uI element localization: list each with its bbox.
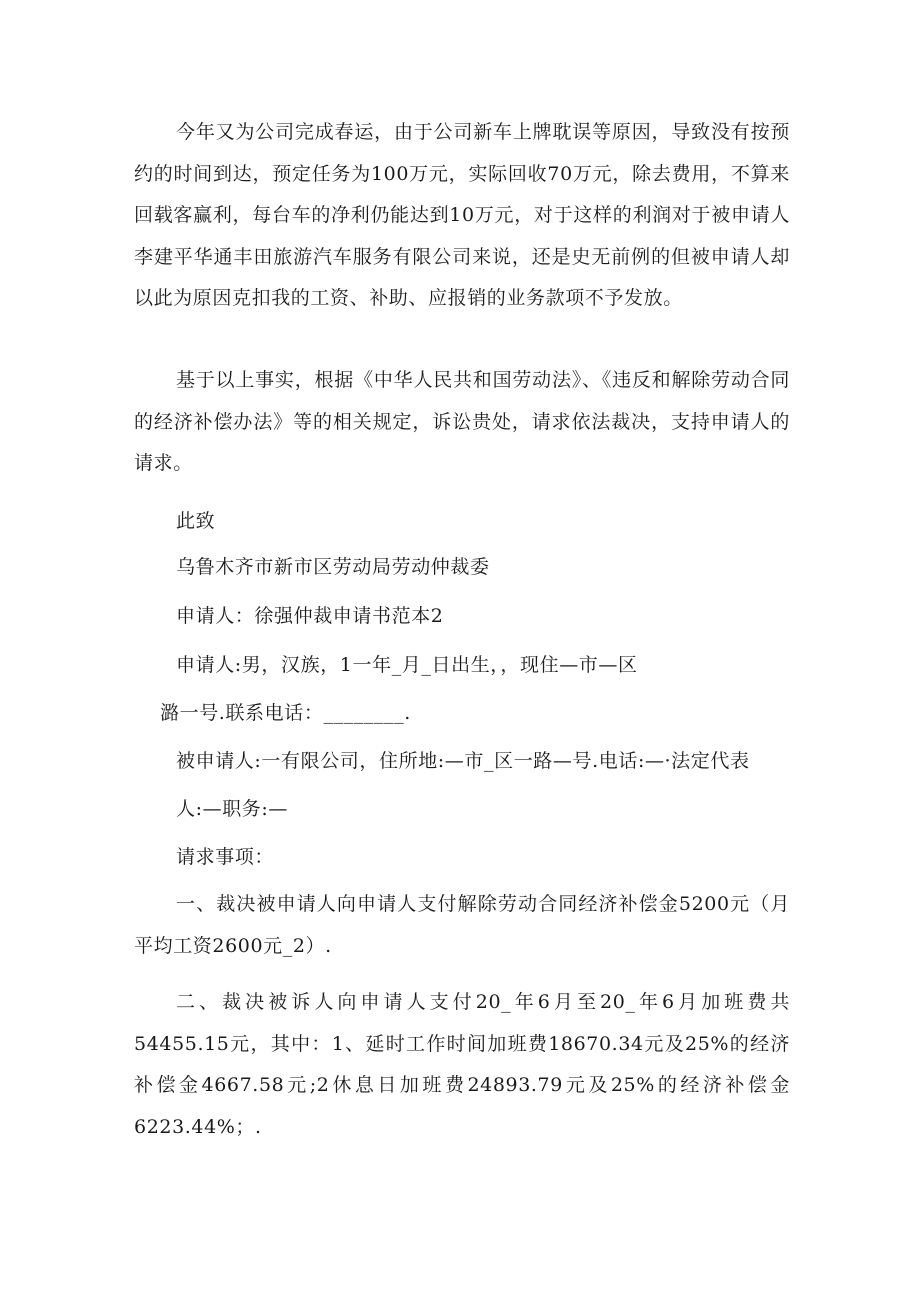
- respondent-line-1: 被申请人:一有限公司，住所地:—市_区一路—号.电话:—·法定代表: [176, 750, 750, 772]
- claim-1: 一、裁决被申请人向申请人支付解除劳动合同经济补偿金5200元（月平均工资2600元_2）.: [134, 893, 790, 957]
- applicant-contact: 潞一号.联系电话：________.: [160, 702, 411, 724]
- paragraph-spring-transport: 今年又为公司完成春运，由于公司新车上牌耽误等原因，导致没有按预约的时间到达，预定任务为100万元，实际回收70万元，除去费用，不算来回载客赢利，每台车的净利仍能达到10万元，对于这样的利润对于被申请人李建平华通丰田旅游汽车服务有限公司来说，还是史无前例的但被申请人却以此为原因克扣我的工资、补助、应报销的业务款项不予发放。: [134, 121, 790, 309]
- paragraph-legal-basis: 基于以上事实，根据《中华人民共和国劳动法》、《违反和解除劳动合同的经济补偿办法》等的相关规定，诉讼贵处，请求依法裁决，支持申请人的请求。: [134, 369, 790, 474]
- applicant-info: 申请人:男，汉族，1一年_月_日出生，，现住—市—区: [176, 654, 638, 676]
- claim-2: 二、裁决被诉人向申请人支付20_年6月至20_年6月加班费共54455.15元，其中：1、延时工作时间加班费18670.34元及25%的经济补偿金4667.58元;2休息日加班费24893.79元及25%的经济补偿金6223.44%；.: [134, 991, 790, 1138]
- applicant-title: 申请人：徐强仲裁申请书范本2: [176, 605, 444, 627]
- claims-heading: 请求事项：: [176, 846, 275, 868]
- salutation: 此致: [176, 510, 216, 532]
- respondent-line-2: 人:—职务:—: [176, 798, 289, 820]
- recipient: 乌鲁木齐市新市区劳动局劳动仲裁委: [176, 556, 490, 578]
